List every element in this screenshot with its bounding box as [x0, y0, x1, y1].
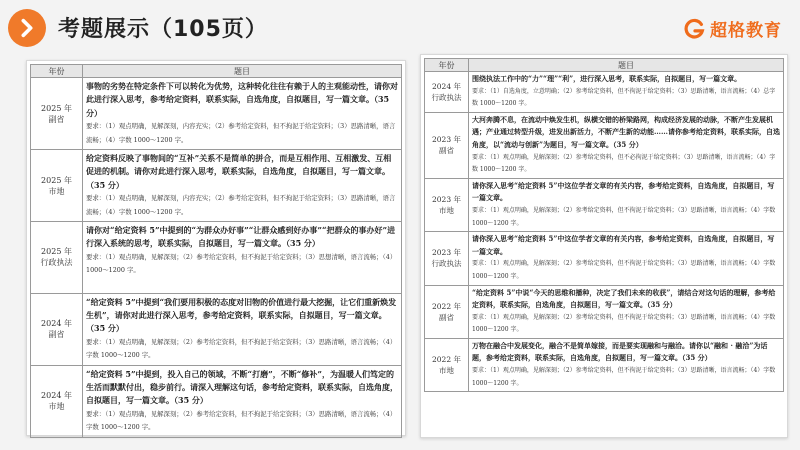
- exam-type: 市地: [48, 402, 65, 412]
- requirements-text: 要求：（1）观点明确，见解深刻；（2）参考给定资料，但不拘泥于给定资料；（3）思路清晰，语言流畅；（4）字数 1000～1200 字。: [86, 337, 397, 360]
- table-row: [425, 178, 784, 231]
- table-header-row: [425, 59, 784, 72]
- question-table: [30, 64, 402, 438]
- exam-year: 2024 年: [41, 391, 72, 401]
- requirements-text: 要求：（1）观点明确，见解深刻；（2）参考给定资料，但不拘泥于给定资料；（3）思想清晰，语言流畅；（4）1000～1200 字。: [86, 252, 397, 275]
- year-column-header: 年份: [31, 65, 83, 78]
- table-row: [425, 285, 784, 338]
- question-cell: [83, 78, 402, 150]
- page-title: 考题展示（105页）: [58, 17, 268, 42]
- year-cell: [425, 232, 469, 285]
- question-text: 请你深入思考“给定资料 5”中这位学者文章的有关内容，参考给定资料，自选角度，自拟题目，写一篇文章。: [472, 180, 775, 203]
- question-text: 请你深入思考“给定资料 5”中这位学者文章的有关内容，参考给定资料，自选角度，自拟题目，写一篇文章。: [472, 234, 775, 256]
- question-text: 大河奔腾不息，在流动中焕发生机，纵横交错的桥梁路网，构成经济发展的动脉，不断产生发展机遇；产业通过转型升级，进发出新活力，不断产生新的动能……请你参考给定资料，联系实际，自选角度，以“流动与创新”为题目，写一篇文章。（35 分）: [472, 114, 780, 149]
- slide-header: [0, 0, 800, 56]
- exam-year: 2025 年: [41, 175, 72, 185]
- exam-type: 副省: [48, 114, 65, 124]
- question-text: 事物的劣势在特定条件下可以转化为优势，这种转化往往有赖于人的主观能动性，请你对此进行深入思考，参考给定资料，联系实际，自选角度，自拟题目，写一篇文章。（35 分）: [86, 81, 398, 118]
- question-column-header: 题目: [469, 59, 784, 72]
- requirements-text: 要求：（1）观点明确，见解深刻；（2）参考给定资料，但不拘泥于给定资料；（3）思路清晰，语言流畅；（4）字数 1000～1200 字。: [86, 409, 397, 432]
- exam-year: 2024 年: [41, 319, 72, 329]
- exam-year: 2024 年: [432, 81, 461, 91]
- year-cell: [425, 178, 469, 231]
- question-text: “给定资料 5”中说“今天的思维和播种，决定了我们未来的收获”，请结合对这句话的理解，参考给定资料，联系实际，自选角度，自拟题目，写一篇文章。（35 分）: [472, 287, 776, 310]
- year-cell: [31, 222, 83, 294]
- exam-type: 市地: [439, 366, 454, 376]
- brand-g-icon: [684, 18, 706, 40]
- question-text: 请你对“给定资料 5”中提到的“为群众办好事”“让群众感到好办事”“把群众的事办好”进行深入系统的思考，联系实际，自拟题目，写一篇文章。（35 分）: [86, 225, 396, 249]
- question-cell: [469, 232, 784, 285]
- requirements-text: 要求：（1）观点明确，见解深刻；（2）参考给定资料，但不拘泥于给定资料；（3）思路清晰，语言流畅；（4）字数 1000～1200 字。: [472, 206, 776, 227]
- year-cell: [425, 72, 469, 113]
- table-row: [425, 72, 784, 113]
- year-cell: [425, 338, 469, 391]
- exam-table-right: [420, 54, 788, 438]
- requirements-text: 要求：（1）观点明确，见解深刻；（2）参考给定资料，但不必拘泥于给定资料；（3）思路清晰，语言流畅；（4）字数 1000～1200 字。: [472, 153, 776, 174]
- year-cell: [425, 112, 469, 178]
- question-cell: [469, 178, 784, 231]
- question-cell: [469, 72, 784, 113]
- exam-year: 2025 年: [41, 247, 72, 257]
- exam-table-left: [26, 60, 406, 436]
- requirements-text: 要求：（1）观点明确，见解深刻；（2）参考给定资料，但不拘泥于给定资料；（3）思路清晰，语言流畅；（4）字数 1000～1200 字。: [472, 260, 776, 280]
- question-text: “给定资料 5”中提到“我们要用积极的态度对旧物的价值进行最大挖掘，让它们重新焕发生机”，请你对此进行深入思考，参考给定资料，联系实际，自拟题目，写一篇文章。（35 分）: [86, 296, 397, 334]
- requirements-text: 要求：（1）观点明确，见解深刻；（2）参考给定资料，但不拘泥于给定资料；（3）思路清晰，语言流畅；（4）字数 1000～1200 字。: [472, 313, 776, 334]
- year-cell: [425, 285, 469, 338]
- year-cell: [31, 78, 83, 150]
- table-row: [31, 293, 402, 365]
- exam-type: 行政执法: [431, 259, 462, 269]
- table-row: [425, 232, 784, 285]
- exam-type: 副省: [48, 330, 65, 340]
- question-cell: [83, 365, 402, 437]
- year-cell: [31, 293, 83, 365]
- question-column-header: 题目: [83, 65, 402, 78]
- exam-type: 副省: [439, 312, 454, 322]
- table-row: [31, 150, 402, 222]
- exam-year: 2022 年: [432, 355, 461, 365]
- exam-year: 2022 年: [432, 301, 461, 311]
- question-cell: [469, 112, 784, 178]
- brand-logo: [684, 16, 782, 41]
- exam-year: 2025 年: [41, 103, 72, 113]
- question-text: “给定资料 5”中提到，投入自己的领域，不断“打磨”，不断“修补”，为温暖人们笃定的生活而默默付出，稳步前行。请深入理解这句话，参考给定资料，联系实际，自选角度，自拟题目，写一篇文章。（35 分）: [86, 368, 398, 406]
- table-row: [425, 112, 784, 178]
- question-text: 围绕执法工作中的“力”“理”“利”，进行深入思考，联系实际，自拟题目，写一篇文章。: [472, 74, 742, 83]
- arrow-right-icon: [8, 9, 46, 47]
- table-row: [31, 365, 402, 437]
- year-cell: [31, 150, 83, 222]
- exam-type: 行政执法: [40, 258, 73, 268]
- table-row: [31, 222, 402, 294]
- requirements-text: 要求：（1）自选角度，立意明确；（2）参考给定资料，但不拘泥于给定资料；（3）思路清晰，语言流畅；（4）总字数 1000～1200 字。: [472, 87, 776, 108]
- exam-type: 副省: [439, 146, 454, 156]
- requirements-text: 要求：（1）观点明确，见解深刻，内容充实；（2）参考给定资料，但不拘泥于给定资料；（3）思路清晰，语言流畅；（4）字数 1000～1200 字。: [86, 194, 396, 216]
- question-text: 给定资料反映了事物间的“互补”关系不是简单的拼合，而是互相作用、互相激发、互相促进的机制。请你对此进行深入思考，联系实际，自选角度，自拟题目，写一篇文章。（35 分）: [86, 153, 392, 190]
- question-cell: [83, 293, 402, 365]
- exam-year: 2023 年: [432, 135, 461, 145]
- exam-year: 2023 年: [432, 194, 461, 204]
- exam-type: 行政执法: [431, 92, 462, 102]
- exam-year: 2023 年: [432, 248, 461, 258]
- question-cell: [469, 285, 784, 338]
- year-column-header: 年份: [425, 59, 469, 72]
- table-header-row: [31, 65, 402, 78]
- brand-name: 超格教育: [710, 21, 782, 41]
- exam-type: 市地: [48, 186, 65, 196]
- year-cell: [31, 365, 83, 437]
- table-row: [31, 78, 402, 150]
- requirements-text: 要求：（1）观点明确，见解深刻；（2）参考给定资料，但不拘泥于给定资料；（3）思路清晰，语言流畅；（4）字数 1000～1200 字。: [472, 367, 776, 387]
- question-cell: [83, 150, 402, 222]
- exam-type: 市地: [439, 205, 454, 215]
- question-table: [424, 58, 784, 392]
- question-cell: [83, 222, 402, 294]
- table-row: [425, 338, 784, 391]
- requirements-text: 要求：（1）观点明确，见解深刻，内容充实；（2）参考给定资料，但不拘泥于给定资料；（3）思路清晰，语言流畅；（4）字数 1000～1200 字。: [86, 122, 396, 144]
- question-cell: [469, 338, 784, 391]
- question-text: 万物在融合中发展变化，融合不是简单嫁接，而是要实现融和与融洽。请你以“融和 · 融洽”为话题，参考给定资料，联系实际，自选角度，自拟题目，写一篇文章。（35 分）: [472, 340, 768, 363]
